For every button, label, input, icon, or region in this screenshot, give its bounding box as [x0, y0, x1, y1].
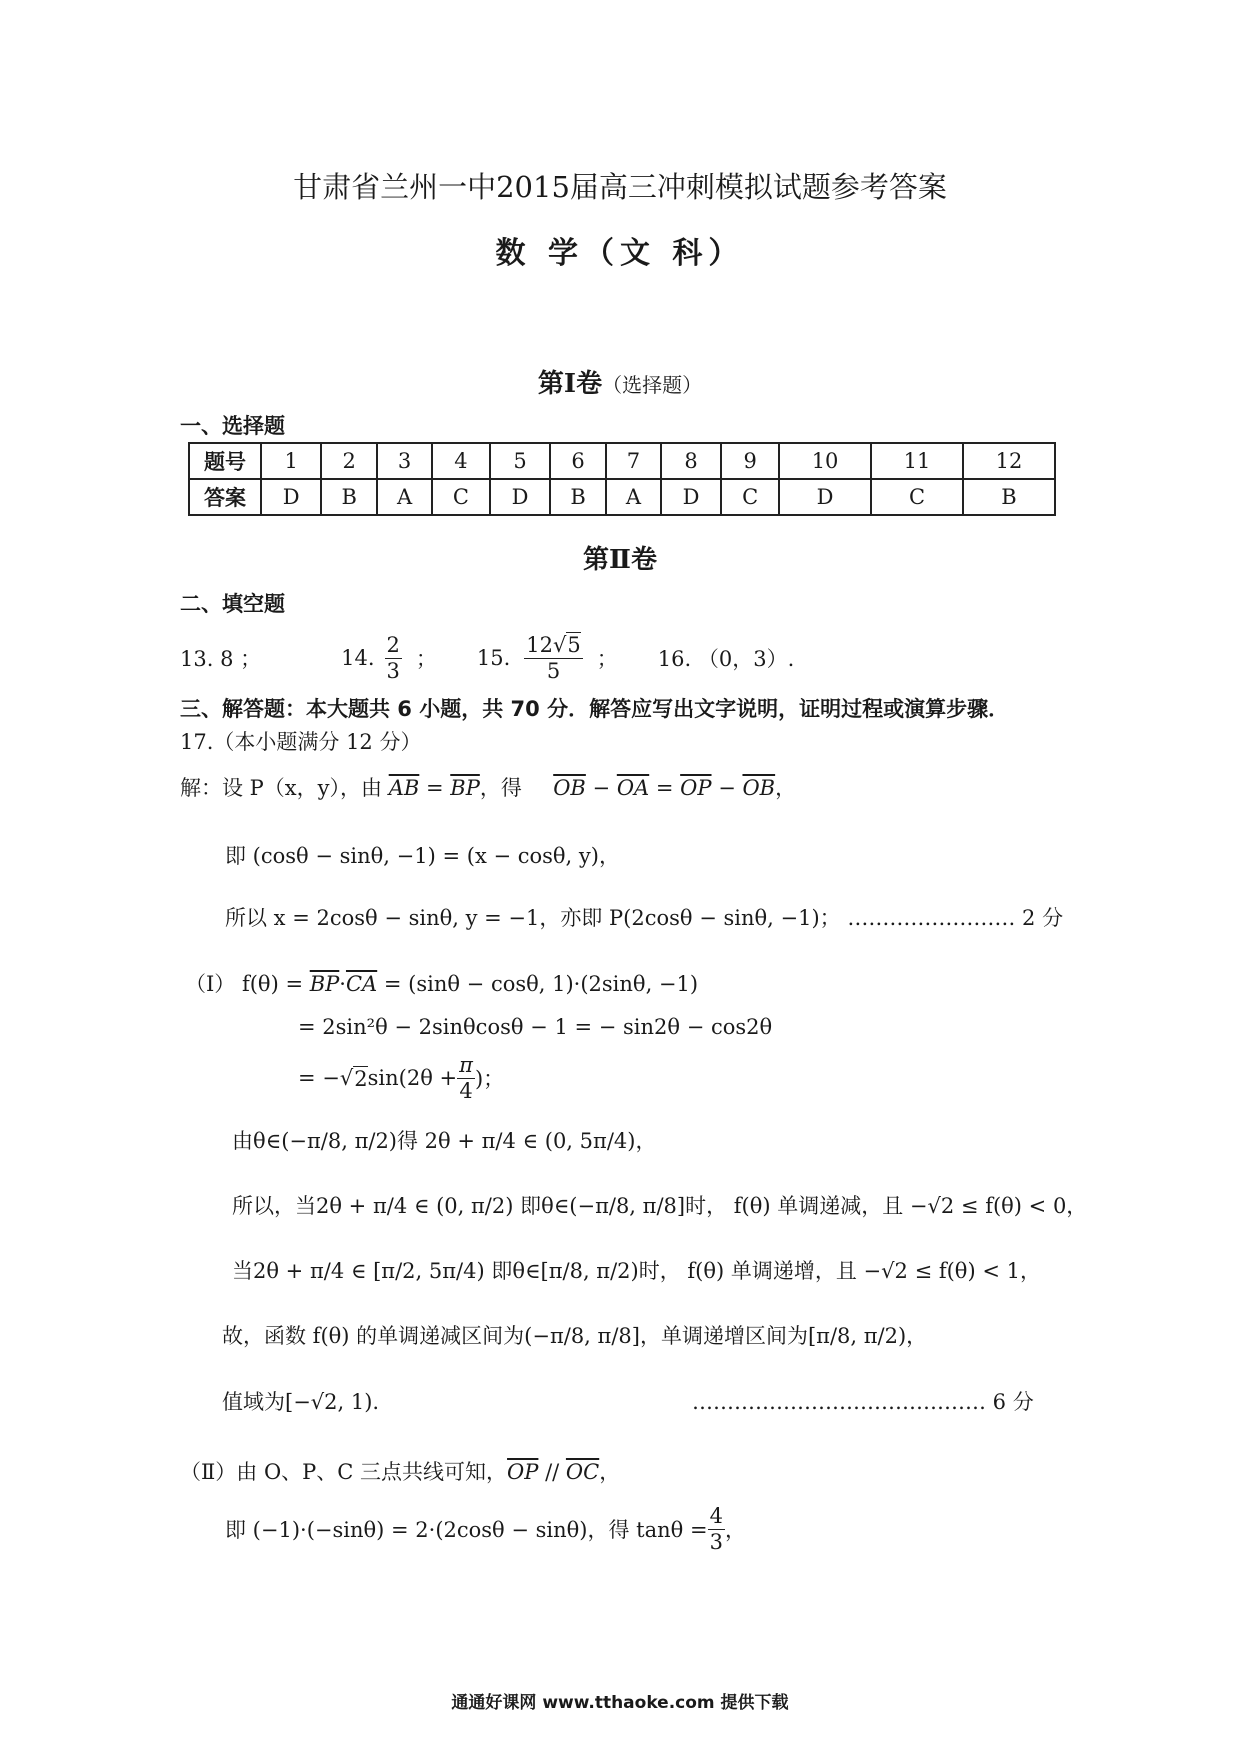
- solution-line-11: [222, 1386, 379, 1416]
- sol-l6-sin: sin(2θ +: [367, 1066, 458, 1090]
- fill-q14-tail: ；: [415, 647, 437, 671]
- table-cell: D: [490, 479, 550, 515]
- table-cell: D: [261, 479, 321, 515]
- vector-ca: $\overline{CA}$: [345, 972, 378, 996]
- answer-table-row1-header: 题号: [189, 443, 261, 479]
- sol-l12-parallel: //: [538, 1460, 566, 1484]
- vector-op-2: $\overline{OP}$: [507, 1460, 539, 1484]
- answer-table-row2-header: 答案: [189, 479, 261, 515]
- vector-ob-2: $\overline{OB}$: [742, 776, 776, 800]
- vector-ob: $\overline{OB}$: [553, 776, 586, 800]
- vector-bp: $\overline{BP}$: [450, 776, 480, 800]
- sol-l13-text: 即 (−1)·(−sinθ) = 2·(2cosθ − sinθ)，得 tanθ =: [225, 1518, 708, 1542]
- table-cell: C: [432, 479, 490, 515]
- sol-l1-end: ，: [775, 776, 797, 800]
- sol-l1-get: ，得: [479, 776, 522, 800]
- table-cell: 4: [432, 443, 490, 479]
- vector-oa: $\overline{OA}$: [616, 776, 650, 800]
- table-cell: C: [871, 479, 963, 515]
- document-title: 甘肃省兰州一中2015届高三冲刺模拟试题参考答案: [293, 170, 947, 204]
- table-cell: 11: [871, 443, 963, 479]
- fill-q15-tail: ；: [596, 647, 618, 671]
- solution-line-1: [180, 772, 796, 802]
- vector-oc: $\overline{OC}$: [565, 1460, 600, 1484]
- table-cell: 12: [963, 443, 1055, 479]
- solution-line-5: = 2sin²θ − 2sinθcosθ − 1 = − sin2θ − cos2θ: [298, 1015, 773, 1039]
- sol-l12-lead: （Ⅱ）由 O、P、C 三点共线可知，: [180, 1460, 508, 1484]
- part-one-sub: （选择题）: [602, 373, 703, 397]
- table-cell: B: [321, 479, 377, 515]
- fill-q15-fraction: [524, 632, 583, 683]
- vector-ab: $\overline{AB}$: [388, 776, 420, 800]
- table-cell: A: [377, 479, 432, 515]
- sol-l12-end: ，: [599, 1460, 621, 1484]
- table-cell: D: [661, 479, 721, 515]
- solution-line-7: 由θ∈(−π/8, π/2)得 2θ + π/4 ∈ (0, 5π/4)，: [232, 1129, 657, 1153]
- sol-l6-end: )；: [474, 1067, 505, 1091]
- sol-l13-num: 4: [709, 1503, 723, 1528]
- table-cell: 7: [606, 443, 661, 479]
- table-cell: 3: [377, 443, 432, 479]
- fill-q13: 13. 8 ；: [180, 647, 262, 671]
- fill-q14-numerator: 2: [386, 632, 400, 657]
- table-cell: 1: [261, 443, 321, 479]
- sol-l13-den: 3: [709, 1529, 723, 1554]
- solution-line-9: 当2θ + π/4 ∈ [π/2, 5π/4) 即θ∈[π/8, π/2)时， f(θ) 单调递增，且 −√2 ≤ f(θ) < 1，: [232, 1259, 1041, 1283]
- sol-l11-score: …………………………………… 6 分: [692, 1390, 1034, 1414]
- solution-line-12: [180, 1456, 620, 1486]
- table-cell: C: [721, 479, 779, 515]
- sol-l3-text: 所以 x = 2cosθ − sinθ, y = −1，亦即 P(2cosθ − sinθ, −1)；: [225, 906, 841, 930]
- solution-line-6: [298, 1050, 504, 1106]
- fill-q16: 16. （0，3）.: [657, 647, 795, 671]
- sol-l1-minus1: −: [585, 776, 617, 800]
- table-cell: 5: [490, 443, 550, 479]
- fill-q15-num-radicand: 5: [567, 632, 581, 657]
- sol-l13-fraction: [708, 1503, 725, 1554]
- solution-line-8: 所以，当2θ + π/4 ∈ (0, π/2) 即θ∈(−π/8, π/8]时， f(θ) 单调递减，且 −√2 ≤ f(θ) < 0，: [232, 1194, 1088, 1218]
- fill-q14-denominator: 3: [386, 658, 400, 683]
- sol-l6-lead: = −: [298, 1066, 340, 1090]
- part-two-heading: 第Ⅱ卷: [583, 545, 657, 575]
- fill-answers: [180, 628, 794, 688]
- fill-q15-label: 15.: [476, 646, 511, 670]
- table-cell: 2: [321, 443, 377, 479]
- vector-bp-2: $\overline{BP}$: [309, 972, 340, 996]
- answer-table-answer-row: [189, 479, 1055, 515]
- sol-l3-score: …………………… 2 分: [847, 906, 1064, 930]
- sol-l1-intro: 解：设 P（x，y），由: [180, 776, 383, 800]
- sol-l6-num: π: [459, 1052, 473, 1077]
- sol-l6-radicand: 2: [354, 1066, 368, 1091]
- section-fill-heading: 二、填空题: [180, 592, 285, 616]
- sol-l1-minus2: −: [711, 776, 743, 800]
- sol-l4-lead: （Ⅰ） f(θ) =: [185, 972, 310, 996]
- solution-line-4: [185, 968, 698, 998]
- table-cell: 10: [779, 443, 871, 479]
- sol-l13-end: ，: [724, 1518, 746, 1542]
- sol-l4-dot: ·: [339, 972, 346, 996]
- q17-heading: 17.（本小题满分 12 分）: [180, 730, 422, 754]
- fill-q15-numerator: 12√5: [526, 632, 581, 657]
- table-cell: B: [963, 479, 1055, 515]
- table-cell: 8: [661, 443, 721, 479]
- sqrt-icon: √: [339, 1066, 354, 1090]
- sol-l6-fraction: [457, 1052, 475, 1103]
- answer-table-number-row: [189, 443, 1055, 479]
- sol-l6-den: 4: [459, 1078, 473, 1103]
- part-one-label: 第Ⅰ卷: [537, 369, 603, 399]
- solution-line-13: [225, 1500, 746, 1558]
- section-choice-heading: 一、选择题: [180, 414, 285, 438]
- sol-l4-rest: = (sinθ − cosθ, 1)·(2sinθ, −1): [377, 972, 699, 996]
- fill-q14-fraction: [385, 632, 402, 683]
- solution-line-2: 即 (cosθ − sinθ, −1) = (x − cosθ, y)，: [225, 844, 620, 868]
- table-cell: 6: [550, 443, 606, 479]
- sol-l11-range: 值域为[−√2, 1).: [222, 1390, 380, 1414]
- sol-l1-eq2: =: [649, 776, 681, 800]
- answer-table: [188, 442, 1056, 516]
- footer-source: 通通好课网 www.tthaoke.com 提供下载: [451, 1693, 789, 1713]
- table-cell: B: [550, 479, 606, 515]
- document-subject: 数 学（文 科）: [495, 236, 745, 271]
- table-cell: D: [779, 479, 871, 515]
- solution-line-10: 故，函数 f(θ) 的单调递减区间为(−π/8, π/8]，单调递增区间为[π/8, π/2)，: [222, 1324, 928, 1348]
- vector-op: $\overline{OP}$: [680, 776, 712, 800]
- fill-q15-denominator: 5: [546, 658, 561, 683]
- sol-l1-eq1: =: [419, 776, 451, 800]
- table-cell: A: [606, 479, 661, 515]
- section-solve-heading: 三、解答题：本大题共 6 小题，共 70 分．解答应写出文字说明，证明过程或演算步骤．: [180, 697, 1010, 721]
- part-one-heading: [0, 363, 1240, 400]
- solution-line-3: [225, 902, 1063, 932]
- fill-q14-label: 14.: [341, 646, 375, 670]
- fill-q15-num-coef: 12: [526, 632, 554, 657]
- table-cell: 9: [721, 443, 779, 479]
